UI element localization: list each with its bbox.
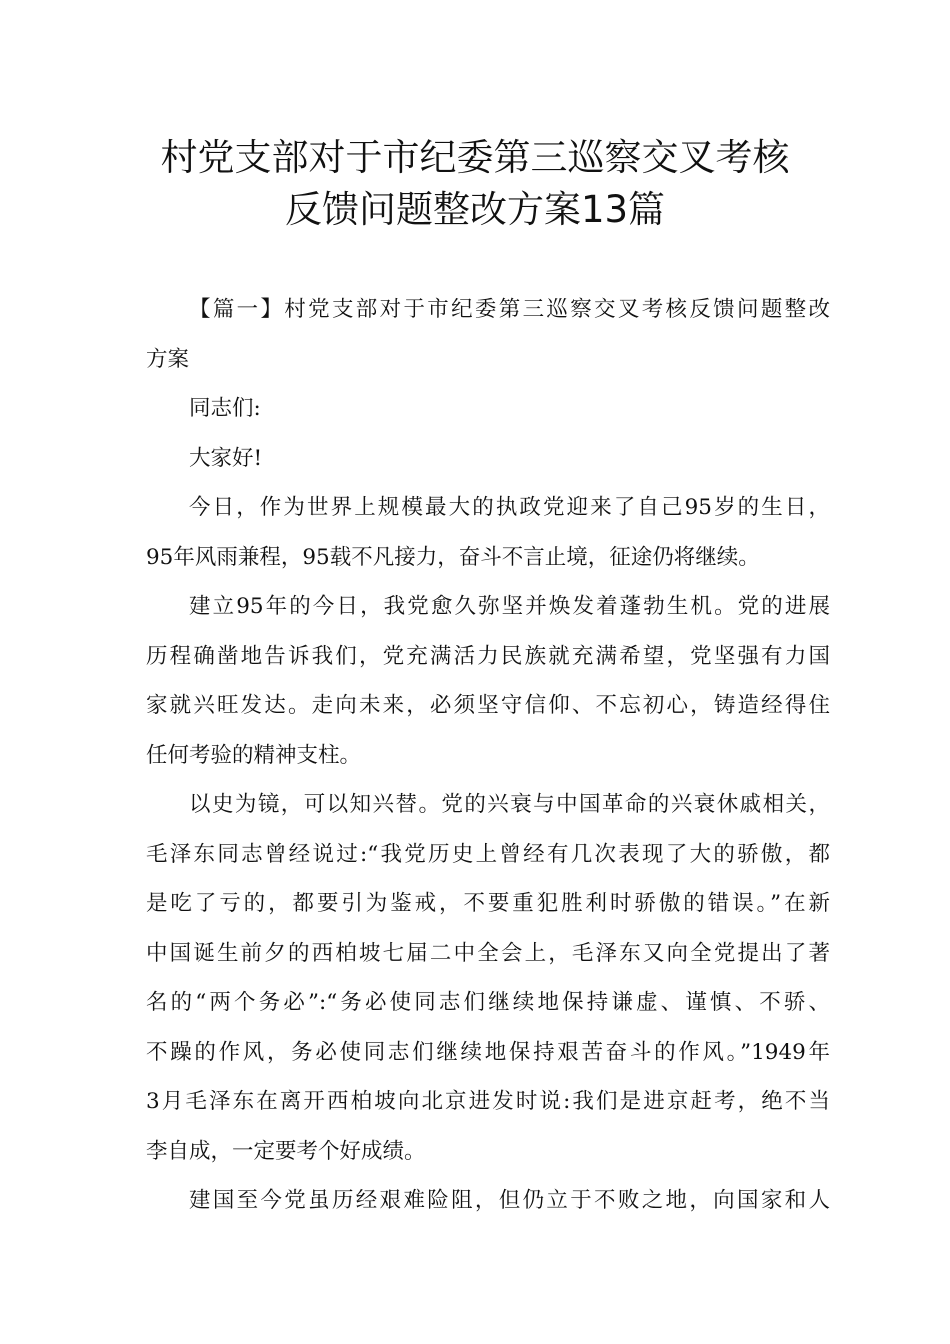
paragraph-anniversary (146, 483, 830, 582)
text-line: 任何考验的精神支柱。 (146, 742, 362, 768)
text-line: 名的“两个务必”:“务必使同志们继续地保持谦虚、谨慎、不骄、 (146, 990, 830, 1015)
text-line: 3月毛泽东在离开西柏坡向北京进发时说:我们是进京赶考，绝不当 (146, 1089, 830, 1114)
title-line-2: 反馈问题整改方案13篇 (284, 188, 666, 231)
paragraph-history-mirror (146, 780, 830, 1176)
text-line: 同志们: (189, 396, 261, 421)
paragraph-heading-section-one (146, 285, 830, 384)
paragraph-greeting-comrades (146, 384, 830, 434)
text-line: 建立95年的今日，我党愈久弥坚并焕发着蓬勃生机。党的进展 (189, 594, 830, 619)
text-line: 今日，作为世界上规模最大的执政党迎来了自己95岁的生日， (189, 495, 830, 520)
text-line: 【篇一】村党支部对于市纪委第三巡察交叉考核反馈问题整改 (189, 297, 830, 322)
text-line: 大家好! (189, 445, 263, 471)
document-body (146, 285, 830, 1226)
paragraph-greeting-everyone (146, 434, 830, 484)
text-line: 是吃了亏的，都要引为鉴戒，不要重犯胜利时骄傲的错误。”在新 (146, 891, 830, 916)
document-title (70, 132, 880, 236)
paragraph-since-founding (146, 1176, 830, 1226)
text-line: 不躁的作风，务必使同志们继续地保持艰苦奋斗的作风。”1949年 (146, 1039, 830, 1065)
title-line-1: 村党支部对于市纪委第三巡察交叉考核 (160, 136, 790, 179)
text-line: 历程确凿地告诉我们，党充满活力民族就充满希望，党坚强有力国 (146, 643, 830, 669)
text-line: 家就兴旺发达。走向未来，必须坚守信仰、不忘初心，铸造经得住 (146, 693, 830, 718)
text-line: 以史为镜，可以知兴替。党的兴衰与中国革命的兴衰休戚相关， (189, 792, 830, 817)
text-line: 方案 (146, 346, 190, 372)
text-line: 中国诞生前夕的西柏坡七届二中全会上，毛泽东又向全党提出了著 (146, 940, 830, 966)
paragraph-founding (146, 582, 830, 780)
text-line: 建国至今党虽历经艰难险阻，但仍立于不败之地，向国家和人 (189, 1188, 830, 1213)
text-line: 95年风雨兼程，95载不凡接力，奋斗不言止境，征途仍将继续。 (146, 544, 760, 570)
text-line: 毛泽东同志曾经说过:“我党历史上曾经有几次表现了大的骄傲，都 (146, 841, 830, 867)
text-line: 李自成，一定要考个好成绩。 (146, 1138, 426, 1164)
